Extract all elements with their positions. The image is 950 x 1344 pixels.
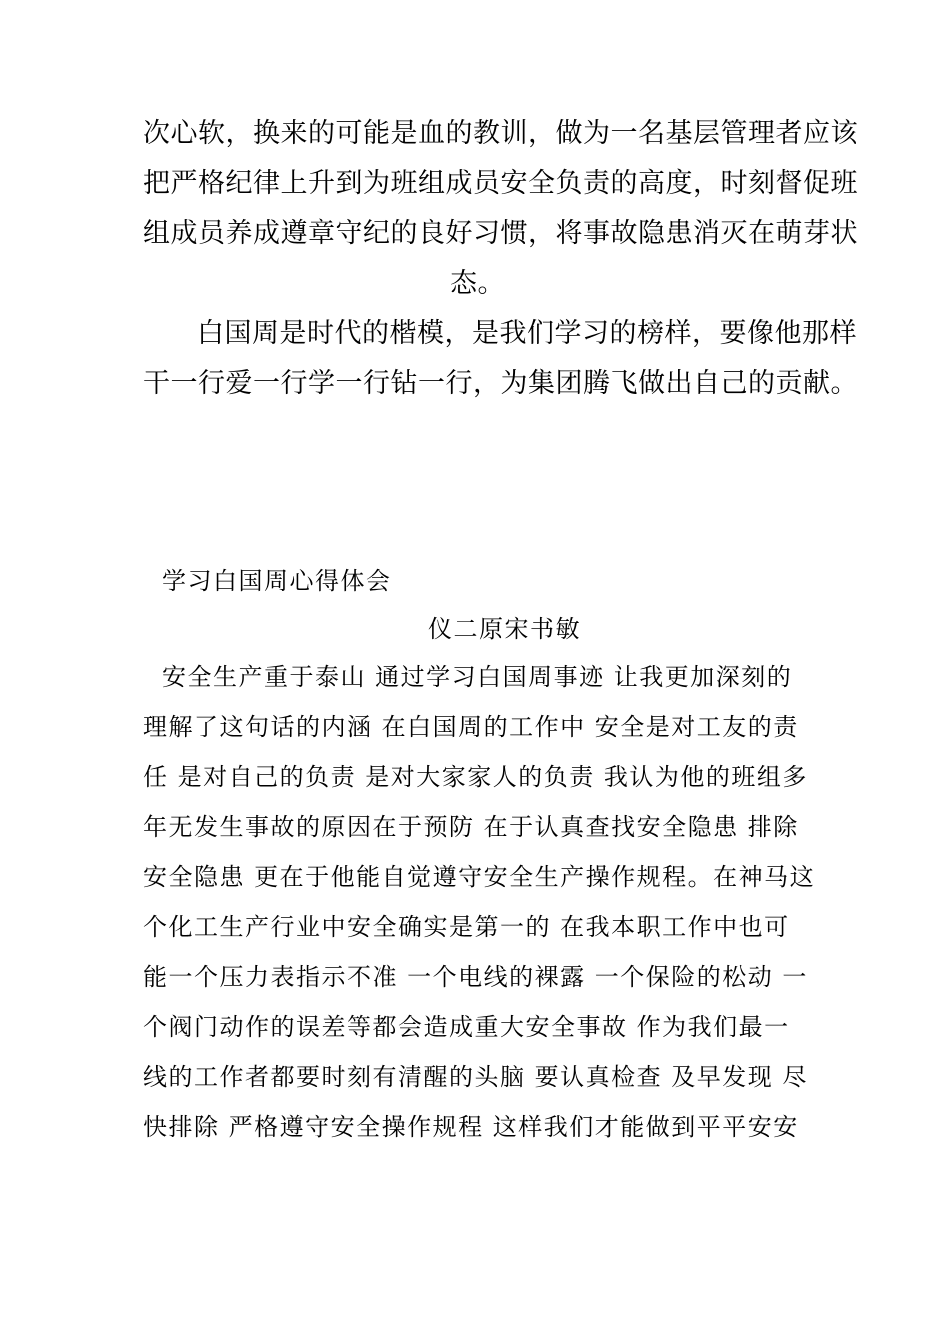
article-line: 任 是对自己的负责 是对大家家人的负责 我认为他的班组多 [143, 763, 808, 791]
article-line: 线的工作者都要时刻有清醒的头脑 要认真检查 及早发现 尽 [143, 1063, 808, 1091]
paragraph-line: 次心软，换来的可能是血的教训，做为一名基层管理者应该 [143, 118, 858, 149]
article-line: 能一个压力表指示不准 一个电线的裸露 一个保险的松动 一 [143, 963, 808, 991]
paragraph-line: 把严格纪律上升到为班组成员安全负责的高度，时刻督促班 [143, 168, 858, 199]
article-author: 仪二原宋书敏 [428, 615, 581, 643]
article-line: 个阀门动作的误差等都会造成重大安全事故 作为我们最一 [143, 1013, 790, 1041]
paragraph-line: 组成员养成遵章守纪的良好习惯，将事故隐患消灭在萌芽状 [143, 218, 858, 249]
paragraph-line: 干一行爱一行学一行钻一行，为集团腾飞做出自己的贡献。 [143, 368, 858, 399]
paragraph-line: 白国周是时代的楷模，是我们学习的榜样，要像他那样 [197, 318, 857, 349]
article-line: 安全隐患 更在于他能自觉遵守安全生产操作规程。在神马这 [143, 863, 816, 891]
article-line: 理解了这句话的内涵 在白国周的工作中 安全是对工友的责 [143, 713, 799, 741]
article-line: 年无发生事故的原因在于预防 在于认真查找安全隐患 排除 [143, 813, 799, 841]
article-line: 快排除 严格遵守安全操作规程 这样我们才能做到平平安安 [143, 1113, 799, 1141]
article-line: 个化工生产行业中安全确实是第一的 在我本职工作中也可 [143, 913, 790, 941]
paragraph-line: 态。 [450, 268, 505, 299]
article-title: 学习白国周心得体会 [162, 567, 392, 595]
article-line: 安全生产重于泰山 通过学习白国周事迹 让我更加深刻的 [162, 663, 793, 691]
